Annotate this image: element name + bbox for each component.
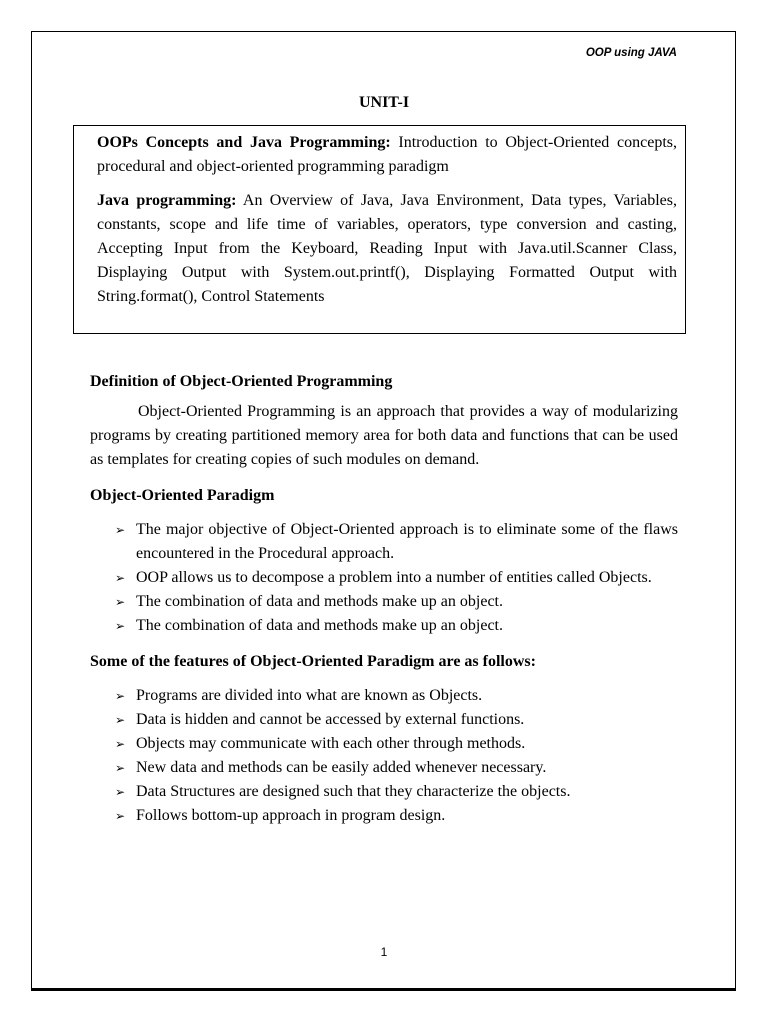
list-item — [90, 684, 678, 708]
list-item — [90, 708, 678, 732]
arrow-bullet-icon: ➢ — [115, 809, 126, 823]
list-item — [90, 590, 678, 614]
list-item — [90, 780, 678, 804]
list-item — [90, 614, 678, 638]
syllabus-oops-paragraph — [97, 131, 677, 179]
page-number: 1 — [380, 945, 388, 959]
list-item-text: Follows bottom-up approach in program design. — [136, 807, 446, 824]
features-list — [90, 684, 678, 828]
list-item-text: The combination of data and methods make up an object. — [136, 617, 503, 634]
list-item-text: Programs are divided into what are known as Objects. — [136, 687, 483, 704]
definition-heading: Definition of Object-Oriented Programming — [90, 373, 393, 390]
main-content — [90, 370, 678, 828]
list-item — [90, 804, 678, 828]
arrow-bullet-icon: ➢ — [115, 619, 126, 633]
list-item-text: Objects may communicate with each other through methods. — [136, 735, 526, 752]
list-item — [90, 566, 678, 590]
features-heading: Some of the features of Object-Oriented Paradigm are as follows: — [90, 653, 536, 670]
syllabus-oops-text: Introduction to Object-Oriented concepts, procedural and object-oriented programming paradigm — [97, 134, 677, 175]
list-item — [90, 756, 678, 780]
paradigm-list — [90, 518, 678, 638]
syllabus-box — [73, 125, 686, 334]
list-item-text: OOP allows us to decompose a problem into a number of entities called Objects. — [136, 569, 652, 586]
paradigm-heading: Object-Oriented Paradigm — [90, 487, 275, 504]
list-item-text: The major objective of Object-Oriented approach is to eliminate some of the flaws encountered in the Procedural approach. — [136, 521, 678, 562]
definition-paragraph: Object-Oriented Programming is an approach that provides a way of modularizing programs by creating partitioned memory area for both data and functions that can be used as templates for creating copies of such modules on demand. — [90, 403, 678, 468]
list-item-text: The combination of data and methods make up an object. — [136, 593, 503, 610]
arrow-bullet-icon: ➢ — [115, 737, 126, 751]
syllabus-oops-label: OOPs Concepts and Java Programming: — [97, 134, 391, 151]
list-item-text: Data Structures are designed such that they characterize the objects. — [136, 783, 571, 800]
arrow-bullet-icon: ➢ — [115, 785, 126, 799]
arrow-bullet-icon: ➢ — [115, 523, 126, 537]
arrow-bullet-icon: ➢ — [115, 761, 126, 775]
running-header: OOP using JAVA — [585, 47, 677, 59]
syllabus-java-label: Java programming: — [97, 192, 237, 209]
syllabus-java-paragraph — [97, 189, 677, 309]
arrow-bullet-icon: ➢ — [115, 713, 126, 727]
list-item-text: New data and methods can be easily added whenever necessary. — [136, 759, 547, 776]
arrow-bullet-icon: ➢ — [115, 689, 126, 703]
syllabus-java-text: An Overview of Java, Java Environment, Data types, Variables, constants, scope and life time of variables, operators, type conversion and casting, Accepting Input from the Keyboard, Reading Input with Java.util.Scanner Class, Displaying Output with System.out.printf(), Displaying Formatted Output with String.format(), Control Statements — [97, 192, 678, 305]
list-item — [90, 518, 678, 566]
list-item — [90, 732, 678, 756]
list-item-text: Data is hidden and cannot be accessed by external functions. — [136, 711, 525, 728]
arrow-bullet-icon: ➢ — [115, 571, 126, 585]
arrow-bullet-icon: ➢ — [115, 595, 126, 609]
unit-title: UNIT-I — [358, 94, 410, 111]
